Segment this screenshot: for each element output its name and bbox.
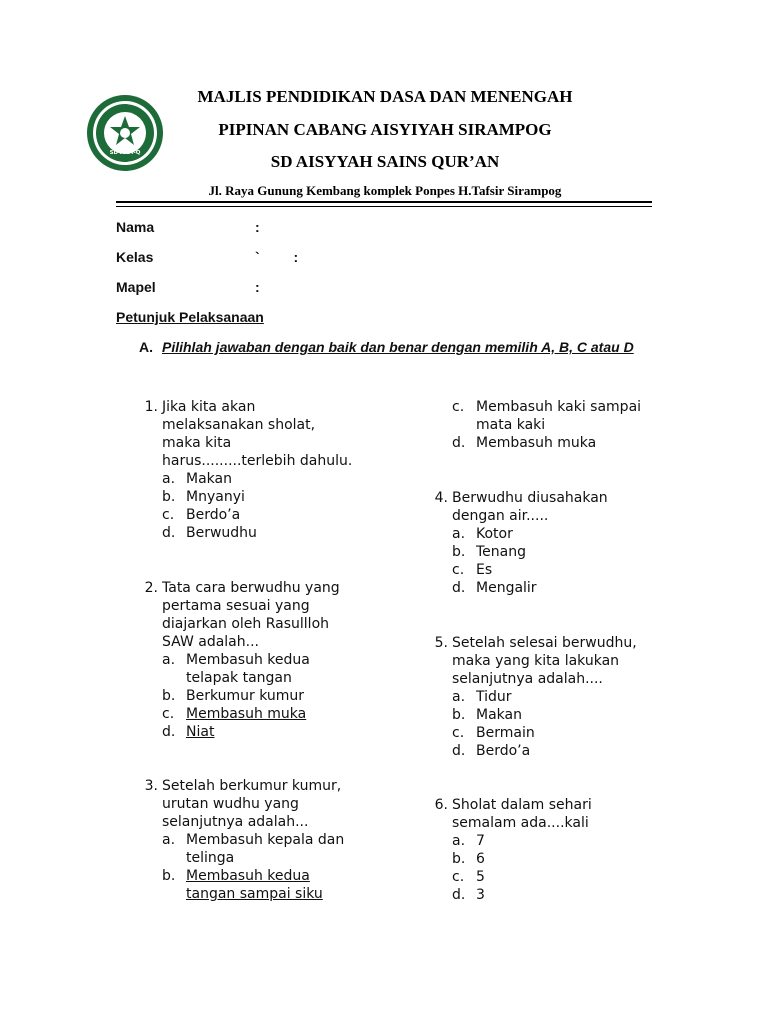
answer-option bbox=[162, 831, 388, 867]
option-text: Berwudhu bbox=[186, 525, 257, 541]
option-letter: a. bbox=[452, 833, 466, 849]
option-letter: c. bbox=[452, 562, 465, 578]
field-colon-mapel: : bbox=[255, 279, 260, 295]
question-text: Sholat dalam sehari semalam ada....kali bbox=[452, 797, 592, 831]
option-text: Niat bbox=[186, 724, 215, 740]
instruction-letter: A. bbox=[139, 339, 153, 355]
option-text: Berdo’a bbox=[476, 743, 531, 759]
answer-option bbox=[452, 561, 678, 579]
question-number: 4. bbox=[434, 490, 448, 506]
header-divider-thin bbox=[116, 206, 652, 207]
question-text: Berwudhu diusahakan dengan air..... bbox=[452, 490, 608, 524]
option-letter: c. bbox=[452, 399, 465, 415]
option-letter: d. bbox=[162, 525, 176, 541]
answer-option bbox=[452, 688, 678, 706]
answer-option bbox=[452, 706, 678, 724]
option-text: Membasuh kedua telapak tangan bbox=[186, 652, 310, 686]
option-letter: a. bbox=[452, 689, 466, 705]
answer-option bbox=[162, 723, 388, 741]
question-1 bbox=[138, 398, 388, 542]
answer-option bbox=[452, 742, 678, 760]
answer-option bbox=[452, 434, 678, 452]
option-letter: d. bbox=[452, 580, 466, 596]
header-divider-thick bbox=[116, 201, 652, 203]
header-line-1: MAJLIS PENDIDIKAN DASA DAN MENENGAH bbox=[197, 87, 573, 106]
question-3 bbox=[138, 777, 388, 903]
answer-option bbox=[162, 651, 388, 687]
answer-option bbox=[452, 850, 678, 868]
answer-option bbox=[162, 488, 388, 506]
field-label-mapel: Mapel bbox=[116, 279, 156, 295]
option-text: Mengalir bbox=[476, 580, 537, 596]
option-letter: d. bbox=[452, 435, 466, 451]
option-letter: d. bbox=[452, 887, 466, 903]
option-text: Membasuh kedua tangan sampai siku bbox=[186, 868, 323, 902]
option-text: 5 bbox=[476, 869, 485, 885]
answer-option bbox=[452, 868, 678, 886]
option-letter: b. bbox=[162, 489, 176, 505]
field-label-kelas: Kelas bbox=[116, 249, 154, 265]
answer-option bbox=[162, 506, 388, 524]
answer-option bbox=[452, 398, 678, 434]
option-letter: c. bbox=[162, 706, 175, 722]
answer-option bbox=[452, 525, 678, 543]
option-text: 3 bbox=[476, 887, 485, 903]
field-label-nama: Nama bbox=[116, 219, 155, 235]
question-number: 3. bbox=[144, 778, 158, 794]
header-line-2: PIPINAN CABANG AISYIYAH SIRAMPOG bbox=[218, 120, 552, 139]
field-colon-kelas: ` : bbox=[255, 249, 299, 265]
answer-option bbox=[452, 832, 678, 850]
option-text: Membasuh kepala dan telinga bbox=[186, 832, 345, 866]
option-letter: b. bbox=[452, 707, 466, 723]
option-text: Makan bbox=[476, 707, 522, 723]
instruction-text: Pilihlah jawaban dengan baik dan benar dengan memilih A, B, C atau D bbox=[162, 339, 634, 355]
question-number: 5. bbox=[434, 635, 448, 651]
option-text: Tenang bbox=[476, 544, 526, 560]
option-text: Membasuh kaki sampai mata kaki bbox=[476, 399, 642, 433]
answer-option bbox=[162, 524, 388, 542]
option-letter: a. bbox=[452, 526, 466, 542]
option-letter: b. bbox=[452, 544, 466, 560]
answer-option bbox=[162, 867, 388, 903]
question-number: 2. bbox=[144, 580, 158, 596]
option-letter: a. bbox=[162, 832, 176, 848]
instructions-heading: Petunjuk Pelaksanaan bbox=[116, 309, 264, 325]
option-text: Membasuh muka bbox=[186, 706, 307, 722]
school-address: Jl. Raya Gunung Kembang komplek Ponpes H.Tafsir Sirampog bbox=[208, 183, 562, 198]
answer-option bbox=[162, 687, 388, 705]
option-letter: a. bbox=[162, 652, 176, 668]
option-letter: d. bbox=[162, 724, 176, 740]
option-text: Makan bbox=[186, 471, 232, 487]
question-text: Jika kita akan melaksanakan sholat, maka kita harus.........terlebih dahulu. bbox=[162, 399, 353, 469]
field-colon-nama: : bbox=[255, 219, 260, 235]
question-2 bbox=[138, 579, 388, 741]
answer-option bbox=[162, 705, 388, 723]
option-text: Tidur bbox=[476, 689, 512, 705]
option-letter: c. bbox=[162, 507, 175, 523]
option-letter: b. bbox=[162, 688, 176, 704]
answer-option bbox=[452, 724, 678, 742]
option-letter: b. bbox=[162, 868, 176, 884]
option-text: Es bbox=[476, 562, 493, 578]
answer-option bbox=[452, 886, 678, 904]
question-4 bbox=[428, 489, 678, 597]
header-line-3: SD AISYYAH SAINS QUR’AN bbox=[270, 152, 500, 171]
option-text: 6 bbox=[476, 851, 485, 867]
question-text: Setelah berkumur kumur, urutan wudhu yang selanjutnya adalah... bbox=[162, 778, 342, 830]
option-letter: b. bbox=[452, 851, 466, 867]
option-text: Mnyanyi bbox=[186, 489, 245, 505]
question-number: 1. bbox=[144, 399, 158, 415]
option-letter: c. bbox=[452, 869, 465, 885]
option-text: Berdo’a bbox=[186, 507, 241, 523]
option-text: Membasuh muka bbox=[476, 435, 597, 451]
option-text: 7 bbox=[476, 833, 485, 849]
answer-option bbox=[452, 543, 678, 561]
question-number: 6. bbox=[434, 797, 448, 813]
answer-option bbox=[162, 470, 388, 488]
option-letter: d. bbox=[452, 743, 466, 759]
option-letter: c. bbox=[452, 725, 465, 741]
option-text: Kotor bbox=[476, 526, 513, 542]
option-text: Berkumur kumur bbox=[186, 688, 305, 704]
answer-option bbox=[452, 579, 678, 597]
question-text: Setelah selesai berwudhu, maka yang kita lakukan selanjutnya adalah.... bbox=[452, 635, 637, 687]
question-text: Tata cara berwudhu yang pertama sesuai yang diajarkan oleh Rasullloh SAW adalah... bbox=[162, 580, 340, 650]
question-3-continued bbox=[428, 398, 678, 452]
option-letter: a. bbox=[162, 471, 176, 487]
question-5 bbox=[428, 634, 678, 760]
svg-text:SD AISY-Q: SD AISY-Q bbox=[109, 150, 141, 156]
option-text: Bermain bbox=[476, 725, 535, 741]
question-6 bbox=[428, 796, 678, 904]
